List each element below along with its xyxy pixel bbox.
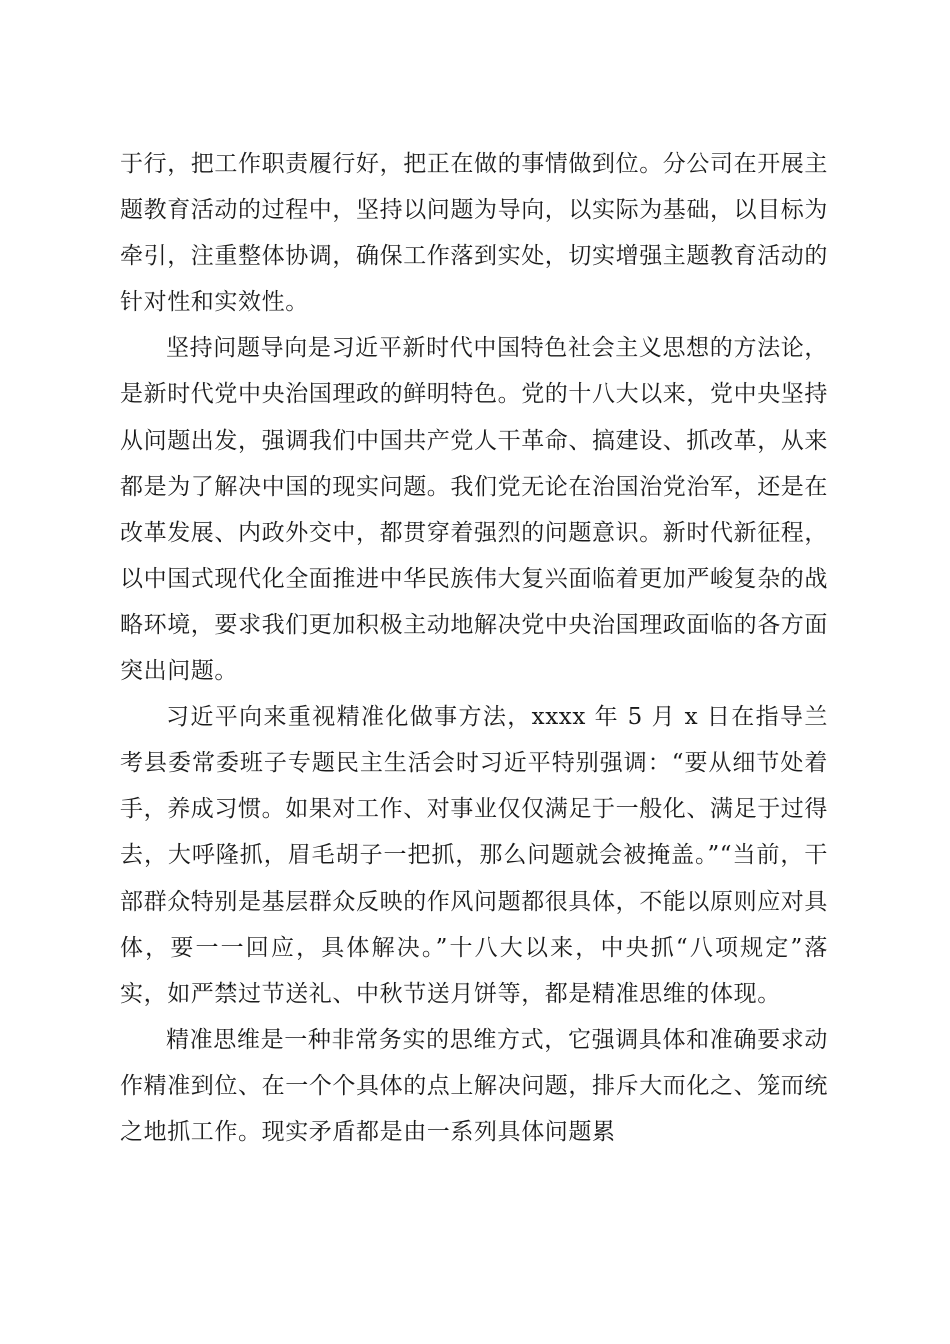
body-text bbox=[120, 141, 828, 1155]
paragraph-continuation: 于行，把工作职责履行好，把正在做的事情做到位。分公司在开展主题教育活动的过程中，坚持以问题为导向，以实际为基础，以目标为牵引，注重整体协调，确保工作落到实处，切实增强主题教育活动的针对性和实效性。 bbox=[120, 151, 828, 316]
paragraph-problem-orientation: 坚持问题导向是习近平新时代中国特色社会主义思想的方法论，是新时代党中央治国理政的鲜明特色。党的十八大以来，党中央坚持从问题出发，强调我们中国共产党人干革命、搞建设、抓改革，从来都是为了解决中国的现实问题。我们党无论在治国治党治军，还是在改革发展、内政外交中，都贯穿着强烈的问题意识。新时代新征程，以中国式现代化全面推进中华民族伟大复兴面临着更加严峻复杂的战略环境，要求我们更加积极主动地解决党中央治国理政面临的各方面突出问题。 bbox=[120, 335, 828, 685]
paragraph-precision-method: 习近平向来重视精准化做事方法，xxxx 年 5 月 x 日在指导兰考县委常委班子专题民主生活会时习近平特别强调：“要从细节处着手，养成习惯。如果对工作、对事业仅仅满足于一般化、满足于过得去，大呼隆抓，眉毛胡子一把抓，那么问题就会被掩盖。”“当前，干部群众特别是基层群众反映的作风问题都很具体，不能以原则应对具体，要一一回应，具体解决。”十八大以来，中央抓“八项规定”落实，如严禁过节送礼、中秋节送月饼等，都是精准思维的体现。 bbox=[120, 704, 828, 1007]
paragraph-precision-thinking: 精准思维是一种非常务实的思维方式，它强调具体和准确要求动作精准到位、在一个个具体的点上解决问题，排斥大而化之、笼而统之地抓工作。现实矛盾都是由一系列具体问题累 bbox=[120, 1026, 828, 1145]
